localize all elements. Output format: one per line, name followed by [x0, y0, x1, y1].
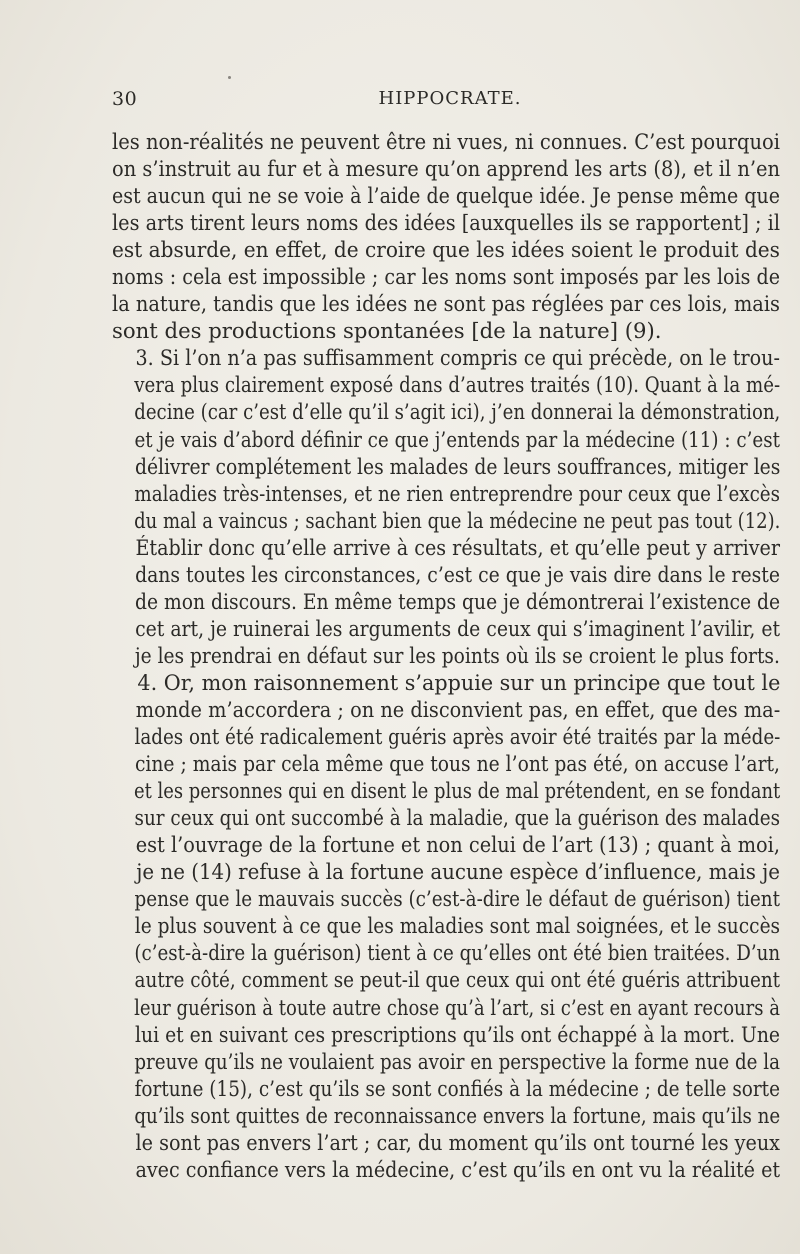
text-line: autre côté, comment se peut-il que ceux qui ont été guéris attribuent — [134, 967, 781, 993]
text-line: on s’instruit au fur et à mesure qu’on apprend les arts (8), et il n’en — [112, 156, 780, 182]
text-line: est absurde, en effet, de croire que les idées soient le produit des — [112, 237, 780, 263]
text-line: lui et en suivant ces prescriptions qu’ils ont échappé à la mort. Une — [135, 1021, 781, 1047]
text-line: le sont pas envers l’art ; car, du moment qu’ils ont tourné les yeux — [135, 1129, 780, 1155]
text-line: vera plus clairement exposé dans d’autres traités (10). Quant à la mé- — [134, 372, 781, 398]
text-line: Établir donc qu’elle arrive à ces résultats, et qu’elle peut y arriver — [135, 534, 780, 560]
text-line: cet art, je ruinerai les arguments de ceux qui s’imaginent l’avilir, et — [135, 615, 781, 641]
text-line: monde m’accordera ; on ne disconvient pas, en effet, que des ma- — [135, 696, 781, 722]
text-line: du mal a vaincus ; sachant bien que la médecine ne peut pas tout (12). — [134, 507, 781, 533]
text-line: les arts tirent leurs noms des idées [auxquelles ils se rapportent] ; il — [112, 210, 781, 236]
text-line: qu’ils sont quittes de reconnaissance envers la fortune, mais qu’ils ne — [134, 1102, 781, 1128]
text-line: avec confiance vers la médecine, c’est qu’ils en ont vu la réalité et — [135, 1156, 781, 1182]
text-line: est l’ouvrage de la fortune et non celui de l’art (13) ; quant à moi, — [135, 832, 780, 858]
text-line: (c’est-à-dire la guérison) tient à ce qu’elles ont été bien traitées. D’un — [134, 940, 781, 966]
paragraph — [112, 344, 780, 669]
text-line: les non-réalités ne peuvent être ni vues, ni connues. C’est pourquoi — [112, 129, 780, 154]
text-line: la nature, tandis que les idées ne sont pas réglées par ces lois, mais — [112, 291, 780, 317]
page-number: 30 — [112, 88, 138, 110]
text-line: preuve qu’ils ne voulaient pas avoir en perspective la forme nue de la — [134, 1048, 780, 1074]
text-line: cine ; mais par cela même que tous ne l’ont pas été, on accuse l’art, — [134, 751, 780, 777]
paragraph — [112, 128, 780, 344]
text-line: et les personnes qui en disent le plus de mal prétendent, en se fondant — [134, 778, 781, 804]
text-line: decine (car c’est d’elle qu’il s’agit ici), j’en donnerai la démonstration, — [134, 399, 781, 425]
page-header — [112, 88, 788, 114]
text-line: de mon discours. En même temps que je démontrerai l’existence de — [134, 588, 781, 614]
text-line: délivrer complétement les malades de leurs souffrances, mitiger les — [134, 453, 781, 479]
text-line: sur ceux qui ont succombé à la maladie, que la guérison des malades — [134, 805, 780, 831]
text-line: fortune (15), c’est qu’ils se sont confiés à la médecine ; de telle sorte — [134, 1075, 781, 1101]
text-line: le plus souvent à ce que les maladies sont mal soignées, et le succès — [134, 913, 781, 939]
text-line: pense que le mauvais succès (c’est-à-dire le défaut de guérison) tient — [134, 886, 780, 912]
text-line: noms : cela est impossible ; car les noms sont imposés par les lois de — [112, 264, 781, 290]
text-line: dans toutes les circonstances, c’est ce que je vais dire dans le reste — [135, 561, 780, 587]
running-title: HIPPOCRATE. — [378, 88, 522, 109]
body-text — [112, 128, 780, 1183]
text-line: sont des productions spontanées [de la nature] (9). — [112, 318, 662, 344]
text-line: leur guérison à toute autre chose qu’à l’art, si c’est en ayant recours à — [134, 994, 781, 1020]
text-line: 3. Si l’on n’a pas suffisamment compris ce qui précède, on le trou- — [135, 345, 780, 371]
text-line: maladies très-intenses, et ne rien entreprendre pour ceux que l’excès — [134, 480, 780, 506]
text-line: est aucun qui ne se voie à l’aide de quelque idée. Je pense même que — [112, 183, 780, 209]
text-line: et je vais d’abord définir ce que j’entends par la médecine (11) : c’est — [134, 426, 781, 452]
text-line: 4. Or, mon raisonnement s’appuie sur un principe que tout le — [137, 669, 781, 695]
text-line: je ne (14) refuse à la fortune aucune espèce d’influence, mais je — [136, 859, 781, 885]
text-line: je les prendrai en défaut sur les points où ils se croient le plus forts. — [134, 642, 780, 668]
ink-speck — [228, 76, 231, 79]
paragraph — [112, 669, 780, 1183]
text-line: lades ont été radicalement guéris après avoir été traités par la méde- — [134, 724, 781, 750]
